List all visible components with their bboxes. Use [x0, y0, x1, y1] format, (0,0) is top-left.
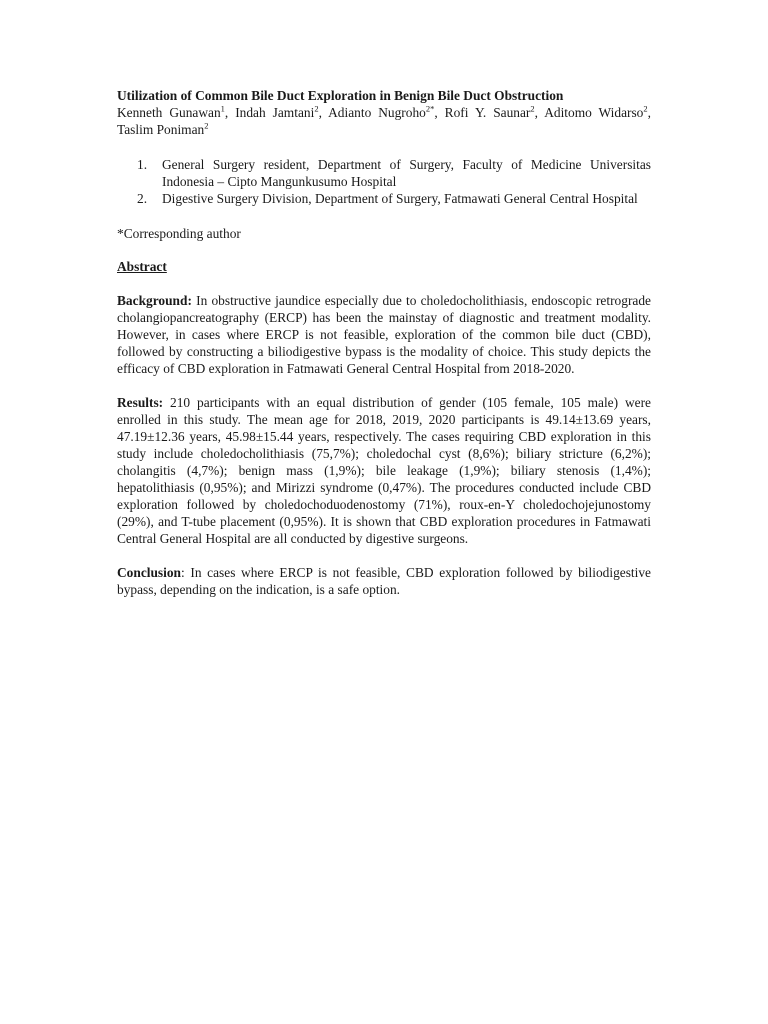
author-separator: ,: [534, 105, 545, 120]
author-affiliation-mark: 2: [204, 120, 209, 131]
author-affiliation-mark: 2: [314, 103, 319, 114]
abstract-heading: Abstract: [117, 259, 167, 274]
author-name: Aditomo Widarso: [544, 105, 644, 120]
author-separator: ,: [318, 105, 329, 120]
affiliation-number: 2.: [137, 191, 148, 206]
conclusion-label: Conclusion: [117, 565, 181, 580]
conclusion-paragraph: [117, 564, 651, 598]
results-text: 210 participants with an equal distribution of gender (105 female, 105 male) were enrolled in this study. The mean age for 2018, 2019, 2020 participants is 49.14±13.69 years, 47.19±12.36 years, 45.98±15.44 years, respectively. The cases requiring CBD exploration in this study include choledocholithiasis (75,7%); choledochal cyst (8,6%); biliary stricture (6,2%); cholangitis (4,7%); benign mass (1,9%); bile leakage (1,9%); biliary stenosis (1,4%); hepatolithiasis (0,95%); and Mirizzi syndrome (0,47%). The procedures conducted include CBD exploration followed by choledochoduodenostomy (71%), roux-en-Y choledochojejunostomy (29%), and T-tube placement (0,95%). It is shown that CBD exploration procedures in Fatmawati Central General Hospital are all conducted by digestive surgeons.: [117, 395, 651, 546]
affiliation-text: General Surgery resident, Department of Surgery, Faculty of Medicine Universitas Indonesia – Cipto Mangunkusumo Hospital: [162, 157, 651, 189]
author-separator: ,: [434, 105, 445, 120]
conclusion-text: : In cases where ERCP is not feasible, CBD exploration followed by biliodigestive bypass, depending on the indication, is a safe option.: [117, 565, 651, 597]
author-separator: ,: [224, 105, 236, 120]
results-label: Results:: [117, 395, 164, 410]
author-affiliation-mark: 1: [220, 103, 225, 114]
results-paragraph: [117, 394, 651, 547]
author-affiliation-mark: 2: [530, 103, 535, 114]
affiliation-text: Digestive Surgery Division, Department of Surgery, Fatmawati General Central Hospital: [162, 191, 638, 206]
affiliation-item: [117, 190, 651, 207]
affiliation-item: [117, 156, 651, 190]
background-label: Background:: [117, 293, 192, 308]
corresponding-author-note: *Corresponding author: [117, 226, 241, 241]
author-name: Kenneth Gunawan: [117, 105, 221, 120]
background-paragraph: [117, 292, 651, 377]
affiliation-number: 1.: [137, 157, 148, 172]
document-page: [117, 87, 651, 598]
author-affiliation-mark: 2*: [425, 103, 435, 114]
author-separator: ,: [647, 105, 651, 120]
author-name: Rofi Y. Saunar: [444, 105, 531, 120]
author-affiliation-mark: 2: [643, 103, 648, 114]
author-name: Adianto Nugroho: [328, 105, 426, 120]
affiliation-list: [117, 156, 651, 207]
author-name: Taslim Poniman: [117, 122, 205, 137]
author-list: [117, 104, 651, 138]
author-name: Indah Jamtani: [235, 105, 315, 120]
background-text: In obstructive jaundice especially due to choledocholithiasis, endoscopic retrograde cholangiopancreatography (ERCP) has been the mainstay of diagnostic and treatment modality. However, in cases where ERCP is not feasible, exploration of the common bile duct (CBD), followed by constructing a biliodigestive bypass is the modality of choice. This study depicts the efficacy of CBD exploration in Fatmawati General Central Hospital from 2018-2020.: [117, 293, 651, 376]
paper-title: Utilization of Common Bile Duct Exploration in Benign Bile Duct Obstruction: [117, 88, 564, 103]
